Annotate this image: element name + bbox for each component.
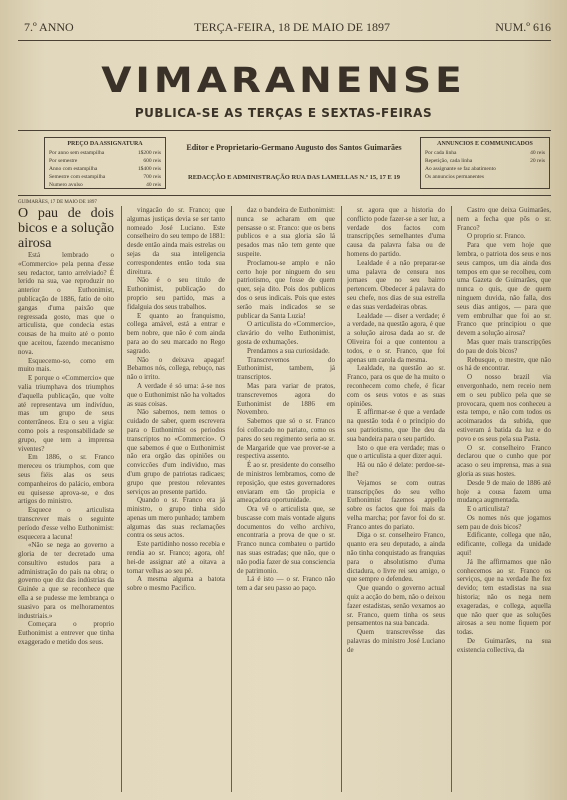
issue-year: 7.º ANNO xyxy=(24,20,74,34)
paragraph: E quanto ao franquismo, collega amável, está a entrar e bem nobre, que não é com ainda para ao do seu marcado no Rego sagrado. xyxy=(127,311,225,355)
subscription-row: Anno com estampilha 1$400 reis xyxy=(49,166,161,172)
paragraph: E affirmar-se é que a verdade na questão toda é o principio do seu patriotismo, que lhe deu da sua bandeira para o seu partido. xyxy=(347,408,445,443)
subscription-row: Numero avulso 40 reis xyxy=(49,182,161,188)
paragraph: O proprio sr. Franco. xyxy=(467,232,526,241)
article-headline: O pau de dois bicos e a solução airosa xyxy=(18,206,114,251)
paragraph: Transcrevemos do Euthonimist, tambem, já transcriptos. xyxy=(237,355,335,382)
ads-row: Repetição, cada linha 20 reis xyxy=(425,158,545,164)
paragraph: Esquece o articulista transcrever mais o seguinte período d'esse velho Euthonimist: esquecera a lacuna! xyxy=(18,506,114,541)
paragraph: É ao sr. presidente do conselho de ministros lembramos, como de reposição, que estes governadores enviaram em tão propicia e ameaçadora oportunidade. xyxy=(237,461,335,505)
paragraph: Isto o que era verdade; mas o que o articulista a quer dizer aqui. xyxy=(347,443,445,461)
paragraph: Lealdade é a não preparar-se uma palavra de censura nos jornaes que no seu bairro pertencem. Obedecer á palavra do seu chefe, nos dias de sua estrella e das suas verdadeiras obras. xyxy=(347,258,445,311)
paragraph: Não é o seu titulo de Euthonimist, publicação do proprio seu partido, mas a fidalguia dos seus trabalhos. xyxy=(127,276,225,311)
paragraph: Há ou não é delate: perdoe-se-lhe? xyxy=(347,461,445,478)
ads-title: ANNUNCIOS E COMMUNICADOS xyxy=(437,141,533,147)
issue-bar xyxy=(18,20,551,38)
paragraph: Está lembrado o «Commercio» pela penna d'esse seu redactor, tanto arrelviado? É lerido na sua, vae reproduzir no anterior o Euthonimist, publicação de 1886, fatio de oito gangas d'uma paixão que regressada gosto, mas que o articulista, que condecia estas cousas de ha muito até o ponto que aceitou, fazendo mecanismo nova. xyxy=(18,251,114,356)
column-4 xyxy=(347,206,445,792)
paragraph: Edificante, collega que não, edificante, collega da unidade aqui! xyxy=(457,531,551,558)
paragraph: Que quando o governo actual quiz a acção do bem, não o deixou fazer estadistas, senão vexamos ao sr. Franco, quem tinha os seus pensamentos na sua bancada. xyxy=(347,584,445,628)
issue-date: TERÇA-FEIRA, 18 DE MAIO DE 1897 xyxy=(194,20,390,34)
paragraph: Não o deixava apagar! Bebamos nós, collega, rebuço, nas não o irrito. xyxy=(127,355,225,382)
editor-line: Editor e Proprietario-Germano Augusto dos Santos Guimarães xyxy=(186,143,402,152)
paragraph: Em 1886, o sr. Franco mereceu os triumphos, com que seus fiéis alas os seus companheiros do palácio, embora eu quisesse aprova-se, e dos artigos do ministro. xyxy=(18,453,114,506)
paragraph: Lealdade — diser a verdade; é a verdade, na questão agora, é que a solução airosa dada ao sr. de Oliveira foi a que contentou a todos, e o sr. Franco, que foi apenas um carola da mesma. xyxy=(347,311,445,364)
ads-box xyxy=(420,137,550,189)
paragraph: Mas para variar de pratos, transcrevemos agora do Euthonimist de 1886 em Novembro. xyxy=(237,381,335,417)
issue-number: NUM.º 616 xyxy=(495,20,551,34)
paragraph: Vejamos se com outras transcripções do seu velho Euthonimist fazemos appello sobre os factos que foi mais da velha marcha; por favor foi do sr. Franco antes do pariato. xyxy=(347,478,445,531)
paragraph: Para que vem hoje que lembra, o patriota dos seus e nos seus campos, um dia ainda dos tempos em que se recolheu, com uma Gazeta de Guimarães, que nunca o quis, que de quem ninguem duvida, não falla, dos seus dias antigos, — para que vem embrulhar que foi ao sr. Franco que principiou o que devem a solução airosa? xyxy=(457,241,551,338)
masthead-subtitle: PUBLICA-SE AS TERÇAS E SEXTAS-FEIRAS xyxy=(134,106,433,120)
paragraph: Prendamos a sua curiosidade. xyxy=(247,346,330,355)
editor-block xyxy=(178,142,410,184)
ads-row: Ao assignante se faz abatimento xyxy=(425,166,496,172)
paragraph: Rebusque, o mestre, que não os há de encontrar. xyxy=(457,355,551,373)
paragraph: E porque o «Commercio» que valia triumphava dos triumphos d'aquella publicação, que volte até representava um indivíduo, mas um grupo de seus conterrâneos. Era o seu a vigia: como pois a responsabilidade se grupo, que tem a imprensa viventes? xyxy=(18,374,114,453)
column-2 xyxy=(127,206,225,792)
top-rule xyxy=(18,40,551,41)
paragraph: Este partidinho nosso recebia e rendia ao sr. Franco; agora, oh! hei-de assignar até a oitava a tornar velhas ao seu pé. xyxy=(127,540,225,575)
paragraph: Diga o sr. conselheiro Franco, quanto era seu deputado, a ainda não tinha conquistado as franquias para o absolutismo d'uma dictadura, o livre rei seu amigo, o que sempre o defendeu. xyxy=(347,531,445,584)
column-divider xyxy=(451,206,452,792)
column-3 xyxy=(237,206,335,792)
paragraph: Ora vê o articulista que, se buscasse com mais vontade alguns documentos do velho archivo, encontraria a prova de que o sr. Franco nunca combateu o partido nas suas estradas; que não, que o não podia fazer de sua consciencia de patrimonio. xyxy=(237,505,335,575)
paragraph: A mesma alguma a batota sobre o mesmo Pacifico. xyxy=(127,575,225,593)
header-bottom-rule xyxy=(18,195,551,196)
paragraph: Desde 9 de maio de 1886 até hoje a cousa fazem uma mudança augmentada. xyxy=(457,478,551,505)
subscription-row: Por semestre 600 reis xyxy=(49,158,161,164)
column-divider xyxy=(341,206,342,792)
subscription-box xyxy=(44,137,166,189)
paragraph: Lealdade, na questão ao sr. Franco, para os que de ha muito o reconhecem como chefe, é ficar com os seus votos e as suas opiniões. xyxy=(347,364,445,408)
column-divider xyxy=(121,206,122,792)
redaction-address: REDACÇÃO E ADMINISTRAÇÃO RUA DAS LAMELLAS N.º 15, 17 E 19 xyxy=(188,174,400,181)
ads-row: Por cada linha 40 reis xyxy=(425,150,545,156)
paragraph: Já lhe affirmamos que não conhecemos ao sr. Franco os serviços, que na verdade lhe fez devido; tem estadistas na sua historia; não os nega nem exageradas, e collega, aquella que não quer que as soluções airosas a seu nome fiquem por todas. xyxy=(457,557,551,637)
paragraph: De Guimarães, na sua existencia collectiva, da xyxy=(457,637,551,654)
column-1 xyxy=(18,206,114,792)
masthead-title: VIMARANENSE xyxy=(101,60,466,101)
paragraph: Esquecemo-so, como em muito mais. xyxy=(18,356,114,374)
paragraph: Lá é isto — o sr. Franco não tem a dar seu passo ao paço. xyxy=(237,575,335,593)
masthead-rule xyxy=(18,130,551,131)
paragraph: Não sabemos, nem temos o cuidado de saber, quem escrevera para o Euthonimist os periodos transcriptos no «Commercio». O que sabemos é que o Euthonimist não era orgão das opiniões ou conviccões d'um individuo, mas d'um grupo de patriotas radicaes; grupo que prestou relevantes serviços ao presente partido. xyxy=(127,408,225,496)
paragraph: Castro que deixa Guimarães, nem a fecha que pôs o sr. Franco? xyxy=(457,206,551,232)
paragraph: Quem transcrevêsse das palavras do ministro José Luciano de xyxy=(347,628,445,654)
subscription-title: PREÇO DA ASSIGNATURA xyxy=(67,141,143,147)
dateline: GUIMARÃES, 17 DE MAIO DE 1897 xyxy=(18,200,97,205)
ads-row: Os annuncios permanentes xyxy=(425,174,484,180)
column-5 xyxy=(457,206,551,792)
paragraph: O sr. conselheiro Franco declarou que o cunho que por acaso o seu imprensa, mas a sua gloria as suas hostes. xyxy=(457,443,551,478)
subscription-row: Por anno sem estampilha 1$200 reis xyxy=(49,150,161,156)
paragraph: Proclamou-se amplo e não certo hoje por ninguem do seu patriotismo, que fosse de quem quer, seja dito. Pois dos publicos dos o seus indicais. Pois que estes serão mais indicados se se publicar da Santa Luzia! xyxy=(237,258,335,320)
paragraph: Os nomes nós que jogamos sem pau de dois bicos? xyxy=(457,513,551,531)
paragraph: E o articulista? xyxy=(467,505,509,514)
paragraph: Sabemos que só o sr. Franco foi collocado no pariato, como os pares do seu regimento seria ao sr. de Margaride que vae prover-se a respectiva assento. xyxy=(237,417,335,461)
paragraph: A verdade é só uma: á-se nos que o Euthonimist não ha voltados as suas coisas. xyxy=(127,381,225,408)
paragraph: sr. agora que a historia do conflicto pode fazer-se a ser luz, a verdade dos factos com transcripções semelhantes d'uma causa da palavra falsa ou de homens do partido. xyxy=(347,206,445,258)
paragraph: Mas quer mais transcripções do pau de dois bicos? xyxy=(457,337,551,355)
column-divider xyxy=(231,206,232,792)
paragraph: Começara o proprio Euthonimist a entrever que tinha exaggerado e metido dos seus. xyxy=(18,620,114,647)
paragraph: O nosso brazil via envergonhado, nem receio nem em o seu publico pela que se provocara, quem nos conheceu a esta tempo, e não com todos os acoimarados da subida, que estiveram á batida da luz e do povo e os seus pela sua Pasta. xyxy=(457,373,551,443)
subscription-row: Semestre com estampilha 700 reis xyxy=(49,174,161,180)
paragraph: Quando o sr. Franco era já ministro, o grupo tinha sido apenas um mero punhado; tambem algumas das suas reclamações contra os seus actos. xyxy=(127,496,225,540)
paragraph: vingacão do sr. Franco; que algumas justiças devia se ser tanto nomeado José Luciano. Este conselheiro do seu tempo de 1881: desde então ainda mais estrelas ou sejas da sua inteligencia correspondentes então toda sua direitura. xyxy=(127,206,225,276)
paragraph: O articulista do «Commercio», clavário do velho Euthonimist, gosta de exhumações. xyxy=(237,320,335,346)
paragraph: daz o bandeira de Euthonimist: nunca se acharam em que pensasse o sr. Franco: que os bens publicos e a sua gloria são lá pesados mas não tem gente que suspeite. xyxy=(237,206,335,258)
paragraph: «Não se nega ao governo a gloria de ter decretado uma consultivo estudos para a administração do país na obra; o governo que diz das indústrias da Guinée a que se reconhece que ella a se pudesse me lembrança o suasivo para os melhoramentos industriais.» xyxy=(18,541,114,620)
